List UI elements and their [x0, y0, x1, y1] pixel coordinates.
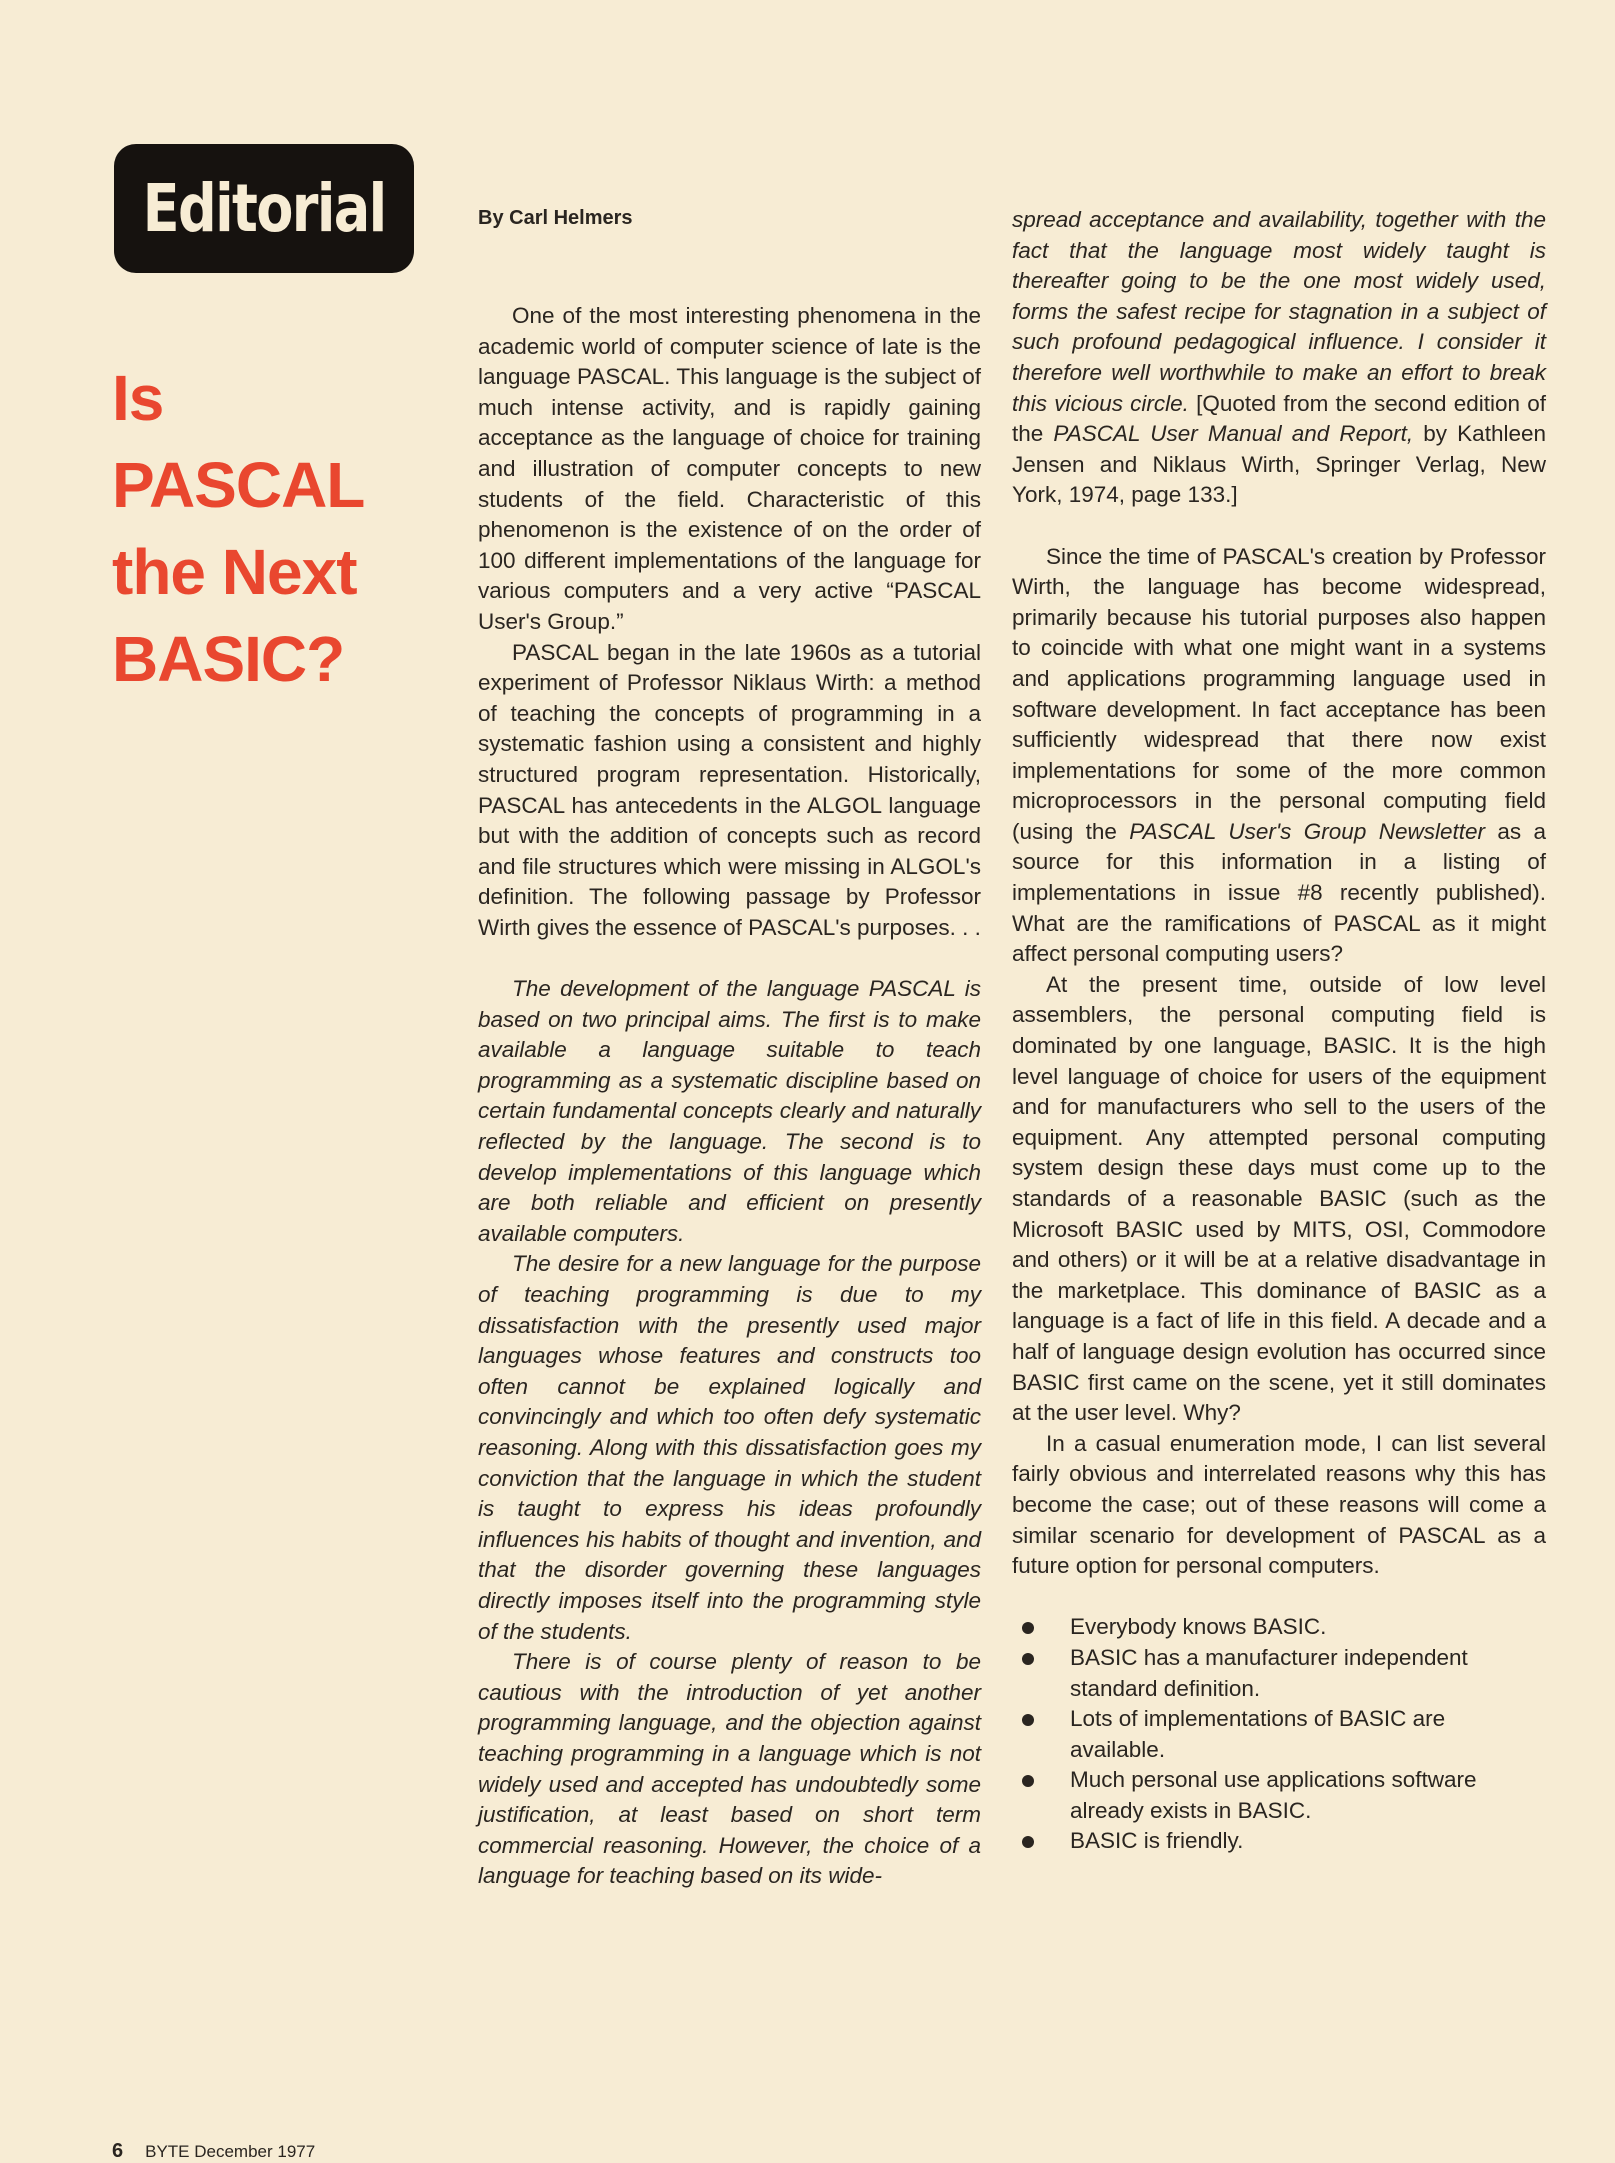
title-line: the Next — [112, 536, 357, 608]
quote-continuation — [1012, 205, 1546, 511]
column-1 — [478, 301, 981, 1892]
paragraph: PASCAL began in the late 1960s as a tutorial experiment of Professor Niklaus Wirth: a method of teaching the concepts of programming in a systematic fashion using a consistent and highly structured program representation. Historically, PASCAL has antecedents in the ALGOL language but with the addition of concepts such as record and file structures which were missing in ALGOL's definition. The following passage by Professor Wirth gives the essence of PASCAL's purposes. . . — [478, 639, 981, 940]
list-item-text: Lots of implementations of BASIC are available. — [1070, 1706, 1446, 1762]
citation: [Quoted from the second edition of the — [1012, 390, 1546, 447]
bullet-icon — [1022, 1714, 1034, 1726]
quote-text: There is of course plenty of reason to be cautious with the introduction of yet another programming language, and the objection against teaching programming in a language which is not widely used and accepted has undoubtedly some justification, at least based on short term commercial reasoning. However, the choice of a language for teaching based on its wide- — [478, 1649, 981, 1889]
quote-text: The desire for a new language for the purpose of teaching programming is due to my dissatisfaction with the presently used major languages whose features and constructs too often cannot be explained logically and convincingly and which too often defy systematic reasoning. Along with this dissatisfaction goes my conviction that the language in which the student is taught to express his ideas profoundly influences his habits of thought and invention, and that the disorder governing these languages directly imposes itself into the programming style of the students. — [478, 1251, 981, 1644]
bullet-icon — [1022, 1653, 1034, 1665]
bullet-list — [1012, 1612, 1546, 1857]
paragraph: At the present time, outside of low level assemblers, the personal computing field is dominated by one language, BASIC. It is the high level language of choice for users of the equipment and for manufacturers who sell to the users of the equipment. Any attempted personal computing system design these days must come up to the standards of a reasonable BASIC (such as the Microsoft BASIC used by MITS, OSI, Commodore and others) or it will be at a relative disadvantage in the marketplace. This dominance of BASIC as a language is a fact of life in this field. A decade and a half of language design evolution has occurred since BASIC first came on the scene, yet it still dominates at the user level. Why? — [1012, 971, 1546, 1426]
title-line: BASIC? — [112, 623, 345, 695]
list-item-text: Everybody knows BASIC. — [1070, 1614, 1327, 1640]
bullet-icon — [1022, 1775, 1034, 1787]
editorial-badge — [114, 144, 414, 273]
list-item — [1012, 1704, 1546, 1765]
list-item — [1012, 1826, 1546, 1857]
quote-paragraph — [478, 1249, 981, 1647]
list-item-text: Much personal use applications software already exists in BASIC. — [1070, 1767, 1477, 1823]
editorial-label: Editorial — [142, 170, 386, 247]
list-item — [1012, 1643, 1546, 1704]
quote-paragraph — [478, 1647, 981, 1892]
list-item-text: BASIC is friendly. — [1070, 1828, 1244, 1854]
quote-text: spread acceptance and availability, together with the fact that the language most widely taught is thereafter going to be the one most widely used, forms the safest recipe for stagnation in a subject of such profound pedagogical influence. I consider it therefore well worthwhile to make an effort to break this vicious circle. — [1012, 207, 1546, 416]
column-2 — [1012, 205, 1546, 1857]
newsletter-title: PASCAL User's Group Newsletter — [1129, 818, 1485, 844]
bullet-icon — [1022, 1622, 1034, 1634]
text: Since the time of PASCAL's creation by Professor Wirth, the language has become widespread, primarily because his tutorial purposes also happen to coincide with what one might want in a systems and applications programming language used in software development. In fact acceptance has been sufficiently widespread that there now exist implementations for some of the more common microprocessors in the personal computing field (using the — [1012, 543, 1546, 844]
quote-text: The development of the language PASCAL is based on two principal aims. The first is to make available a language suitable to teach programming as a systematic discipline based on certain fundamental concepts clearly and naturally reflected by the language. The second is to develop implementations of this language which are both reliable and efficient on presently available computers. — [478, 976, 981, 1246]
citation: by Kathleen Jensen and Niklaus Wirth, Springer Verlag, New York, 1974, page 133.] — [1012, 421, 1546, 508]
paragraph — [1012, 542, 1546, 970]
bullet-icon — [1022, 1836, 1034, 1848]
magazine-issue: BYTE December 1977 — [145, 2142, 316, 2161]
title-line: Is PASCAL — [112, 362, 365, 521]
article-title — [112, 355, 432, 703]
text: as a source for this information in a listing of implementations in issue #8 recently published). What are the ramifications of PASCAL as it might affect personal computing users? — [1012, 818, 1546, 967]
quote-paragraph — [478, 974, 981, 1249]
list-item — [1012, 1612, 1546, 1643]
page-number: 6 — [112, 2140, 124, 2162]
paragraph: In a casual enumeration mode, I can list several fairly obvious and interrelated reasons why this has become the case; out of these reasons will come a similar scenario for development of PASCAL as a future option for personal computers. — [1012, 1430, 1546, 1579]
paragraph: One of the most interesting phenomena in the academic world of computer science of late is the language PASCAL. This language is the subject of much intense activity, and is rapidly gaining acceptance as the language of choice for training and illustration of computer concepts to new students of the field. Characteristic of this phenomenon is the existence of on the order of 100 different implementations of the language for various computers and a very active “PASCAL User's Group.” — [478, 303, 981, 634]
list-item — [1012, 1765, 1546, 1826]
citation-title: PASCAL User Manual and Report, — [1053, 421, 1414, 447]
list-item-text: BASIC has a manufacturer independent standard definition. — [1070, 1644, 1468, 1701]
byline: By Carl Helmers — [478, 207, 633, 229]
